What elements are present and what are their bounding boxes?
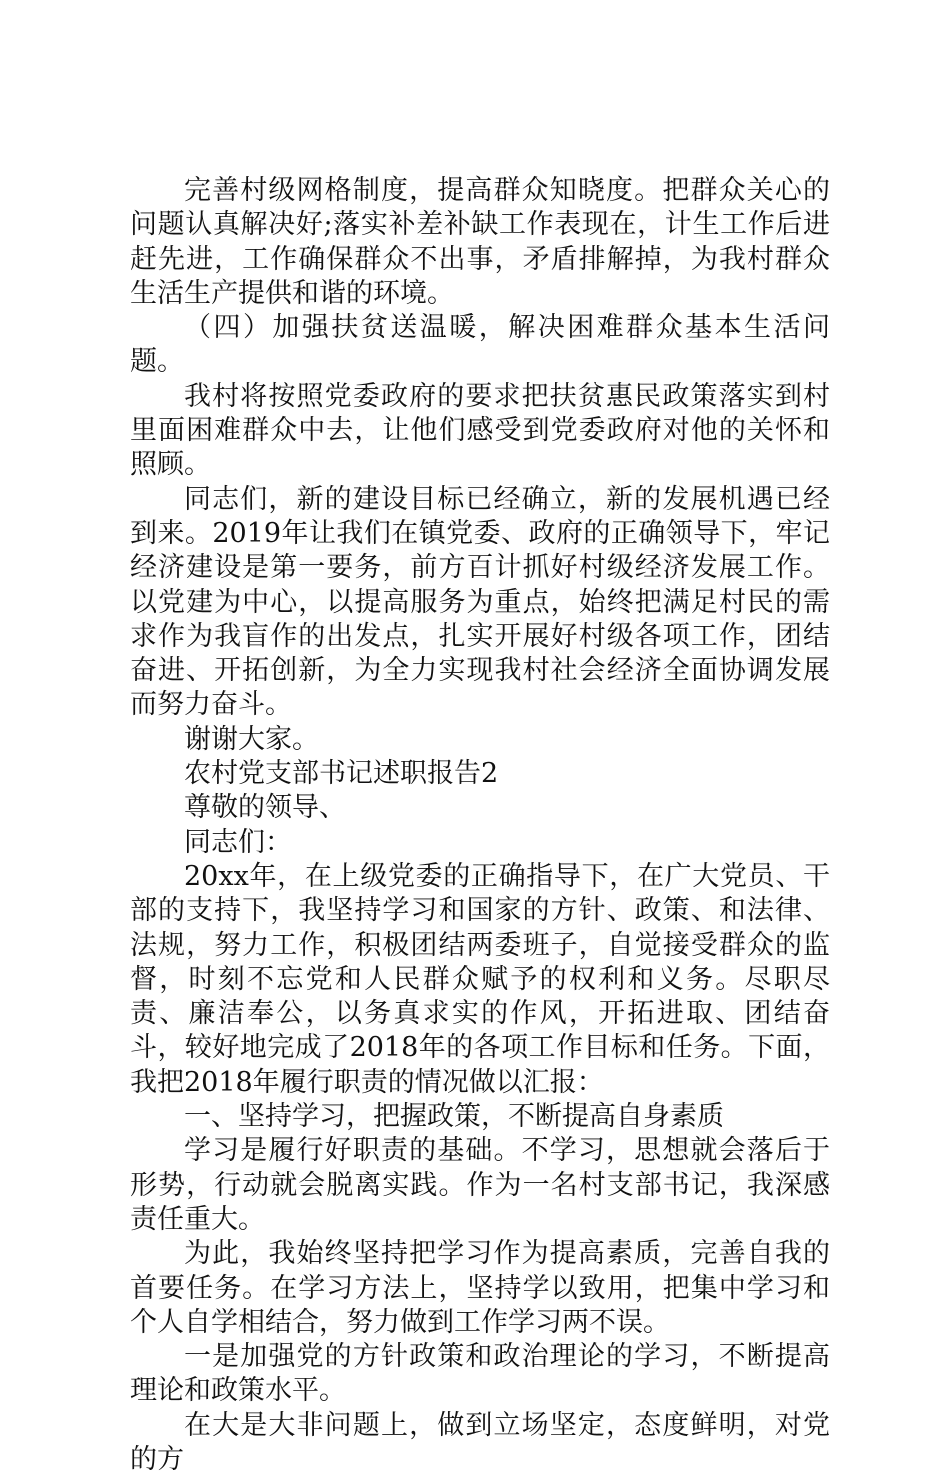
- paragraph: 同志们，新的建设目标已经确立，新的发展机遇已经到来。2019年让我们在镇党委、政府的正确领导下，牢记经济建设是第一要务，前方百计抓好村级经济发展工作。以党建为中心，以提高服务为重点，始终把满足村民的需求作为我盲作的出发点，扎实开展好村级各项工作，团结奋进、开拓创新，为全力实现我村社会经济全面协调发展而努力奋斗。: [130, 483, 830, 721]
- paragraph: 学习是履行好职责的基础。不学习，思想就会落后于形势，行动就会脱离实践。作为一名村支部书记，我深感责任重大。: [130, 1135, 830, 1235]
- paragraph: 一是加强党的方针政策和政治理论的学习，不断提高理论和政策水平。: [130, 1341, 830, 1407]
- paragraph: 在大是大非问题上，做到立场坚定，态度鲜明，对党的方: [130, 1409, 830, 1475]
- paragraph: 20xx年，在上级党委的正确指导下，在广大党员、干部的支持下，我坚持学习和国家的方针、政策、和法律、法规，努力工作，积极团结两委班子，自觉接受群众的监督，时刻不忘党和人民群众赋予的权利和义务。尽职尽责、廉洁奉公，以务真求实的作风，开拓进取、团结奋斗，较好地完成了2018年的各项工作目标和任务。下面，我把2018年履行职责的情况做以汇报：: [130, 860, 830, 1098]
- paragraph: 我村将按照党委政府的要求把扶贫惠民政策落实到村里面困难群众中去，让他们感受到党委政府对他的关怀和照顾。: [130, 380, 830, 481]
- paragraph: 完善村级网格制度，提高群众知晓度。把群众关心的问题认真解决好;落实补差补缺工作表现在，计生工作后进赶先进，工作确保群众不出事，矛盾排解掉，为我村群众生活生产提供和谐的环境。: [130, 175, 830, 309]
- salutation: 同志们：: [184, 826, 292, 858]
- heading: 一、坚持学习，把握政策，不断提高自身素质: [184, 1101, 724, 1133]
- document-body: [130, 174, 830, 1477]
- paragraph: （四）加强扶贫送温暖，解决困难群众基本生活问题。: [130, 312, 830, 378]
- salutation: 尊敬的领导、: [184, 792, 346, 824]
- paragraph: 为此，我始终坚持把学习作为提高素质，完善自我的首要任务。在学习方法上，坚持学以致用，把集中学习和个人自学相结合，努力做到工作学习两不误。: [130, 1238, 830, 1338]
- section-title: 农村党支部书记述职报告2: [184, 758, 499, 790]
- paragraph: 谢谢大家。: [184, 723, 319, 755]
